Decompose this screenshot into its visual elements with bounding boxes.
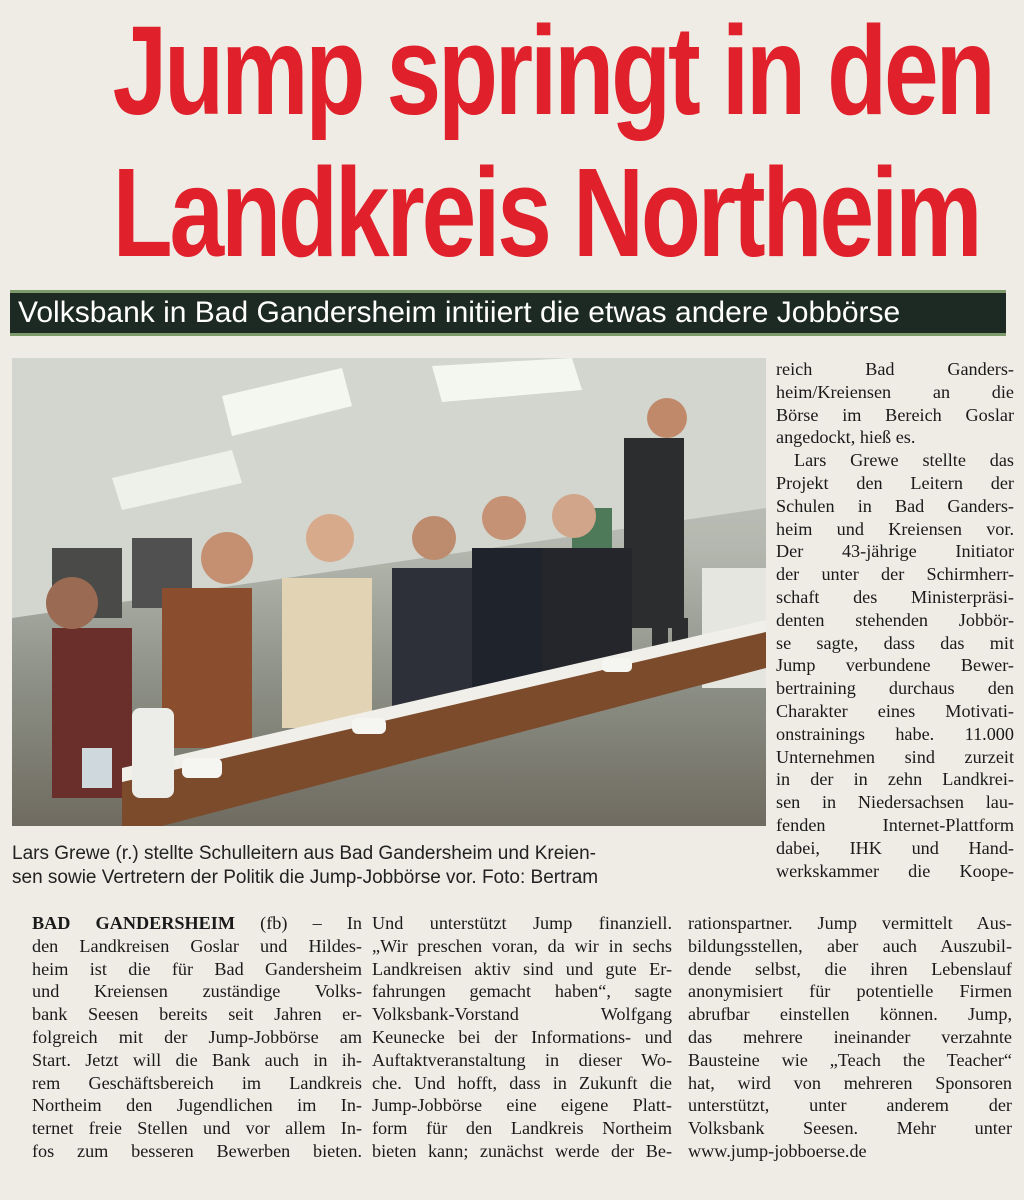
article-text-line: unterstützt, unter anderem der — [688, 1095, 1012, 1116]
article-text-line: Jump verbundene Bewer- — [776, 655, 1014, 676]
article-text-line: dabei, IHK und Hand- — [776, 837, 1014, 858]
article-text-line: heim ist die für Bad Gandersheim — [32, 958, 362, 979]
article-text-line: Landkreisen aktiv sind und gute Er- — [372, 958, 672, 979]
article-text-line: BAD GANDERSHEIM (fb) – In — [32, 913, 362, 933]
headline-line-2: Landkreis Northeim — [112, 142, 980, 283]
article-text-line: Auftaktveranstaltung in dieser Wo- — [372, 1049, 672, 1070]
article-text-line: fos zum besseren Bewerben bieten. — [32, 1140, 362, 1161]
caption-line: Lars Grewe (r.) stellte Schulleitern aus Bad Gandersheim und Kreien- — [12, 843, 596, 864]
article-text-line: Und unterstützt Jump finanziell. — [372, 913, 672, 933]
article-text-line: bertraining durchaus den — [776, 678, 1014, 699]
subheadline-bar — [10, 290, 1006, 336]
article-text-line: anonymisiert für potentielle Firmen — [688, 981, 1012, 1002]
article-text-line: Schulen in Bad Ganders- — [776, 495, 1014, 516]
photo-caption — [12, 842, 772, 890]
article-text-line: reich Bad Ganders- — [776, 359, 1014, 379]
article-text-line: Volksbank Seesen. Mehr unter — [688, 1118, 1012, 1139]
article-text-line: denten stehenden Jobbör- — [776, 609, 1014, 630]
article-text-line: Lars Grewe stellte das — [794, 450, 1014, 471]
article-text-line: se sagte, dass das mit — [776, 632, 1014, 653]
article-text-line: Der 43-jährige Initiator — [776, 541, 1014, 562]
article-text-line: heim/Kreiensen an die — [776, 381, 1014, 402]
article-text-line: hat, wird von mehreren Sponsoren — [688, 1072, 1012, 1093]
article-text-line: bildungsstellen, aber auch Auszubil- — [688, 935, 1012, 956]
article-text-line: rationspartner. Jump vermittelt Aus- — [688, 913, 1012, 933]
article-text-line: Charakter eines Motivati- — [776, 700, 1014, 721]
article-text-line: che. Und hofft, dass in Zukunft die — [372, 1072, 672, 1093]
article-text-line: heim und Kreiensen vor. — [776, 518, 1014, 539]
article-text-line: Northeim den Jugendlichen im In- — [32, 1095, 362, 1116]
meeting-photo-icon — [12, 358, 766, 826]
article-text-line: Volksbank-Vorstand Wolfgang — [372, 1004, 672, 1025]
article-text-line: Projekt den Leitern der — [776, 472, 1014, 493]
article-text-line: Start. Jetzt will die Bank auch in ih- — [32, 1049, 362, 1070]
article-text-line: Börse im Bereich Goslar — [776, 404, 1014, 425]
article-text-line: sen in Niedersachsen lau- — [776, 792, 1014, 813]
article-photo — [12, 358, 766, 826]
article-column-middle — [372, 912, 672, 1163]
article-column-left — [32, 912, 362, 1163]
article-text-line: werkskammer die Koope- — [776, 860, 1014, 881]
article-column-bottom-right — [688, 912, 1012, 1163]
article-text-line: „Wir preschen voran, da wir in sechs — [372, 935, 672, 956]
article-text-line: den Landkreisen Goslar und Hildes- — [32, 935, 362, 956]
article-text-line: bank Seesen bereits seit Jahren er- — [32, 1004, 362, 1025]
article-text-line: dende selbst, die ihren Lebenslauf — [688, 958, 1012, 979]
article-text-line: in der in zehn Landkrei- — [776, 769, 1014, 790]
article-text-line: Unternehmen sind zurzeit — [776, 746, 1014, 767]
article-text-line: angedockt, hieß es. — [776, 427, 916, 448]
dateline: BAD GANDERSHEIM — [32, 913, 236, 933]
headline-line-1: Jump springt in den — [112, 0, 993, 141]
article-text-line: schaft des Ministerpräsi- — [776, 586, 1014, 607]
article-text-line: ternet freie Stellen und vor allem In- — [32, 1118, 362, 1139]
article-text-line: Jump-Jobbörse eine eigene Platt- — [372, 1095, 672, 1116]
article-text-line: bieten kann; zunächst werde der Be- — [372, 1140, 672, 1161]
article-text-line: das mehrere ineinander verzahnte — [688, 1026, 1012, 1047]
article-text-line: abrufbar einstellen können. Jump, — [688, 1004, 1012, 1025]
article-text-line: fahrungen gemacht haben“, sagte — [372, 981, 672, 1002]
article-text-line: und Kreiensen zuständige Volks- — [32, 981, 362, 1002]
article-text-line: folgreich mit der Jump-Jobbörse am — [32, 1026, 362, 1047]
article-text-line: der unter der Schirmherr- — [776, 564, 1014, 585]
article-text-line: onstrainings habe. 11.000 — [776, 723, 1014, 744]
article-text-line: Keunecke bei der Informations- und — [372, 1026, 672, 1047]
caption-line: sen sowie Vertretern der Politik die Jump-Jobbörse vor. Foto: Bertram — [12, 867, 599, 888]
article-text-line: form für den Landkreis Northeim — [372, 1118, 672, 1139]
article-text-line: www.jump-jobboerse.de — [688, 1140, 867, 1161]
article-text-line: rem Geschäftsbereich im Landkreis — [32, 1072, 362, 1093]
subheadline: Volksbank in Bad Gandersheim initiiert die etwas andere Jobbörse — [18, 296, 901, 329]
article-column-right — [776, 358, 1014, 882]
article-text-line: Bausteine wie „Teach the Teacher“ — [688, 1049, 1012, 1070]
article-text-line: fenden Internet-Plattform — [776, 814, 1014, 835]
